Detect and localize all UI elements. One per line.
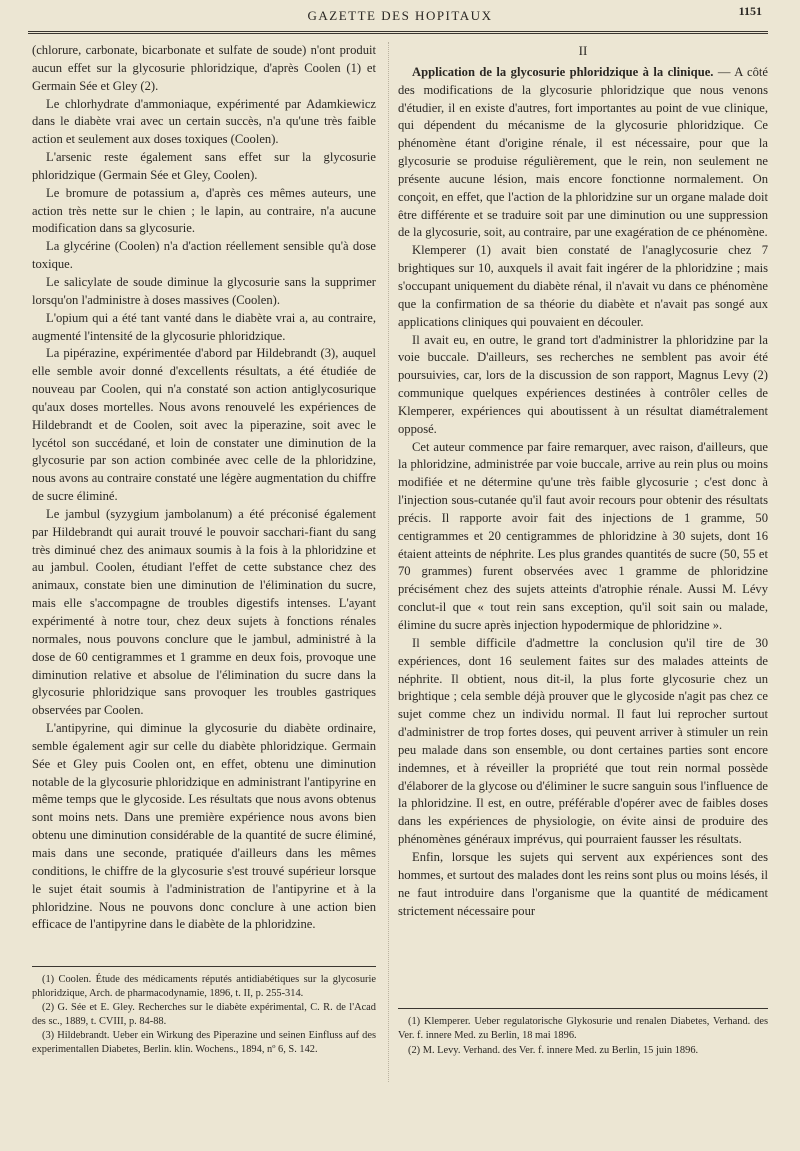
footnote-rule	[32, 966, 376, 967]
footnote: (1) Klemperer. Ueber regulatorische Glykosurie und renalen Diabetes, Verhand. des Ver. f. innere Med. zu Berlin, 18 mai 1896.	[398, 1016, 768, 1041]
paragraph: L'antipyrine, qui diminue la glycosurie du diabète ordinaire, semble également agir sur celle du diabète phloridzique. Germain Sée et Gley puis Coolen ont, en effet, obtenu une diminution notable de la glycosurie phloridzique en administrant l'antipyrine en même temps que le glycoside. Les résultats que nous avons obtenus sont moins nets. Dans une première expérience nous avons bien obtenu une diminution considérable de la quantité de sucre éliminé, mais dans une seconde, pratiquée d'ailleurs dans les mêmes conditions, le chiffre de la glycosurie s'est trouvé supérieur lorsque le sujet était soumis à l'administration de l'antipyrine et à la phloridzine. Nous ne pouvons donc conclure à une action bien efficace de l'antipyrine dans le diabète de la phloridzine.	[32, 721, 376, 932]
left-footnotes	[32, 958, 376, 1057]
paragraph: Klemperer (1) avait bien constaté de l'anaglycosurie chez 7 brightiques sur 10, auxquels il avait fait ingérer de la phloridzine ; mais s'occupant uniquement du diabète rénal, il n'avait vu dans ce phénomène que la confirmation de sa théorie du diabète et n'avait pas songé aux applications cliniques qui pouvaient en découler.	[398, 243, 768, 329]
paragraph: La pipérazine, expérimentée d'abord par Hildebrandt (3), auquel elle semble avoir donné d'excellents résultats, a été étudiée de nouveau par Coolen, qui n'a constaté son action antiglycosurique qu'aux doses mortelles. Nous avons renouvelé les expériences de Hildebrandt et de Coolen, soit avec la piperazine, soit avec le lycétol son succédané, et loin de constater une diminution de la glycosurie par son action combinée avec celle de la phloridzine, nous avons au contraire constaté une légère augmentation du chiffre de sucre éliminé.	[32, 346, 376, 504]
footnote: (2) G. Sée et E. Gley. Recherches sur le diabète expérimental, C. R. de l'Acad des sc., 1889, t. CVIII, p. 84-88.	[32, 1002, 376, 1027]
footnote: (1) Coolen. Étude des médicaments réputés antidiabétiques sur la glycosurie phloridzique, Arch. de pharmacodynamie, 1896, t. II, p. 255-314.	[32, 974, 376, 999]
paragraph: La glycérine (Coolen) n'a d'action réellement sensible qu'à dose toxique.	[32, 239, 376, 272]
paragraph: L'arsenic reste également sans effet sur la glycosurie phloridzique (Germain Sée et Gley, Coolen).	[32, 150, 376, 182]
paragraph: L'opium qui a été tant vanté dans le diabète vrai a, au contraire, augmenté l'intensité de la glycosurie phloridzique.	[32, 310, 376, 343]
right-column	[398, 42, 768, 920]
section-opening-text: — A côté des modifications de la glycosurie phloridzique que nous venons d'étudier, il en existe d'autres, fort importantes au point de vue clinique, qui dépendent du mécanisme de la glycosurie phloridzique. Ce phénomène étant d'origine rénale, il est nécessaire, pour que la glycosurie se produise régulièrement, que le rein, non seulement ne présente aucune lésion, mais encore fonctionne normalement. On conçoit, en effet, que l'action de la phloridzine sur un organe malade doit être différente et se traduire soit par une diminution ou une suppression de la glycosurie, soit, au contraire, par une exagération de ce phénomène.	[398, 64, 768, 240]
section-opening-paragraph	[398, 64, 768, 242]
page-header	[0, 0, 800, 30]
paragraph: Le bromure de potassium a, d'après ces mêmes auteurs, une action très nette sur le chien ; le lapin, au contraire, n'a aucune modification dans sa glycosurie.	[32, 185, 376, 236]
paragraph: Le jambul (syzygium jambolanum) a été préconisé également par Hildebrandt qui aurait trouvé le pouvoir sacchari-fiant du sang très diminué chez des animaux soumis à la fois à la phloridzine et au jambul. Coolen, étudiant l'effet de cette substance chez des animaux, constate bien une diminution de l'élimination du sucre, mais elle s'accompagne de troubles digestifs intenses. L'ayant expérimenté à notre tour, chez deux sujets à fonctions rénales normales, nous pouvons conclure que le jambul, administré à la dose de 60 centigrammes et 1 gramme en deux fois, provoque une diminution relative et absolue de l'élimination du sucre dans la glycosurie phloridzique sans provoquer les troubles gastriques observées par Coolen.	[32, 506, 376, 718]
section-title: Application de la glycosurie phloridzique à la clinique.	[412, 64, 714, 79]
footnote: (2) M. Levy. Verhand. des Ver. f. innere Med. zu Berlin, 15 juin 1896.	[408, 1045, 699, 1056]
left-column	[32, 42, 376, 934]
footnote-rule	[398, 1008, 768, 1009]
right-footnotes	[398, 1000, 768, 1059]
paragraph: Il semble difficile d'admettre la conclusion qu'il tire de 30 expériences, dont 16 seulement faites sur des malades atteints de néphrite. Il obtient, nous dit-il, la plus forte glycosurie chez un brightique ; cela semble déjà prouver que le glycoside n'agit pas chez ce sujet comme chez un individu normal. Il faut lui reprocher surtout d'administrer de trop fortes doses, qui peuvent arriver à stimuler un rein peu malade dans son ensemble, ou dont certaines parties sont encore indemnes, et à réveiller la propriété que tout rein normal possède d'élaborer de la glycose ou d'éliminer le sucre sanguin sous l'influence de la phloridzine. Il est, en outre, préférable d'opérer avec de faibles doses dans les expériences de physiologie, on évite ainsi de produire des phénomènes généraux imprévus, qui pourraient fausser les résultats.	[398, 635, 768, 847]
paragraph: Il avait eu, en outre, le grand tort d'administrer la phloridzine par la voie buccale. D'ailleurs, ses recherches ne semblent pas avoir été poursuivies, car, lors de la discussion de son rapport, Magnus Levy (2) communique quelques expériences destinées à contrôler celles de Klemperer, expériences qui aboutissent à un résultat diamétralement opposé.	[398, 332, 768, 436]
section-number: II	[578, 43, 588, 58]
paragraph: (chlorure, carbonate, bicarbonate et sulfate de soude) n'ont produit aucun effet sur la glycosurie phloridzique, d'après Coolen (1) et Germain Sée et Gley (2).	[32, 43, 376, 93]
journal-title: GAZETTE DES HOPITAUX	[307, 8, 493, 23]
paragraph: Cet auteur commence par faire remarquer, avec raison, d'ailleurs, que la phloridzine, administrée par voie buccale, arrive au rein plus ou moins modifiée et ne détermine qu'une très faible glycosurie ; c'est donc à l'injection sous-cutanée qu'il faut avoir recours pour obtenir des résultats précis. Il rapporte avoir fait des injections de 1 gramme, 50 centigrammes et 20 centigrammes de phloridzine à 30 sujets, dont 16 étaient atteints de néphrite. Les plus grandes quantités de sucre (50, 55 et 70 grammes) furent observées avec 1 gramme de phloridzine précisément chez des sujets atteints d'atrophie rénale. Aussi M. Lévy conclut-il que « tout rein sans exception, qu'il soit sain ou malade, élimine du sucre après injection hypodermique de phloridzine ».	[398, 439, 768, 632]
column-divider	[388, 42, 389, 1082]
paragraph: Enfin, lorsque les sujets qui servent aux expériences sont des hommes, et surtout des malades dont les reins sont plus ou moins lésés, il ne faut introduire dans l'organisme que la quantité de médicament strictement nécessaire pour	[398, 849, 768, 918]
page-number: 1151	[738, 4, 762, 18]
paragraph: Le salicylate de soude diminue la glycosurie sans la supprimer lorsqu'on l'administre à doses massives (Coolen).	[32, 274, 376, 307]
footnote: (3) Hildebrandt. Ueber ein Wirkung des Piperazine und seinen Einfluss auf des experimentallen Diabetes, Berlin. klin. Wochens., 1894, nº 6, S. 142.	[32, 1030, 376, 1055]
paragraph: Le chlorhydrate d'ammoniaque, expérimenté par Adamkiewicz dans le diabète vrai avec un certain succès, n'a qu'une très faible action et seulement aux doses toxiques (Coolen).	[32, 96, 376, 147]
header-rule	[28, 31, 768, 34]
